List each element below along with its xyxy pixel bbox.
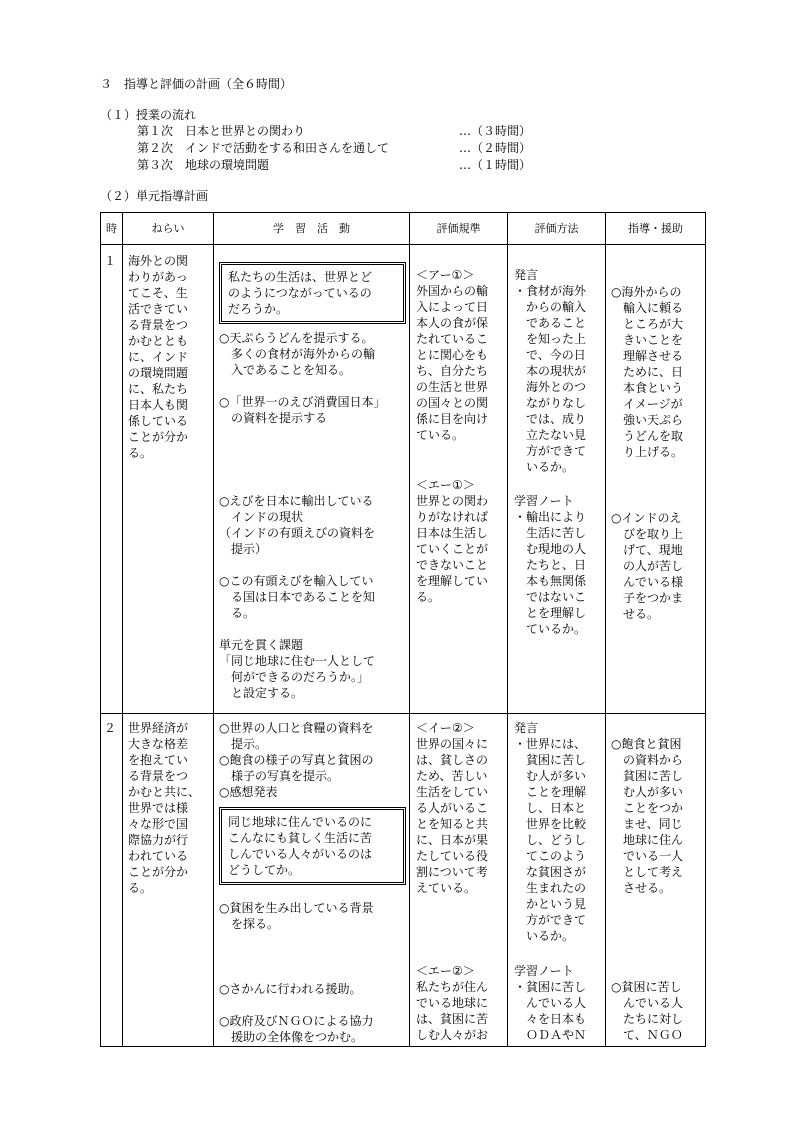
header-activity: 学 習 活 動	[214, 213, 410, 245]
header-support: 指導・援助	[606, 213, 706, 245]
criteria-cell	[410, 714, 508, 1047]
section-title: ３ 指導と評価の計画（全６時間）	[100, 77, 293, 91]
aim-cell	[123, 714, 214, 1047]
header-method: 評価方法	[508, 213, 606, 245]
flow-heading: （１）授業の流れ	[100, 108, 197, 122]
criteria-cell	[410, 245, 508, 714]
support-cell	[606, 245, 706, 714]
method-cell	[508, 714, 606, 1047]
activity-cell	[214, 714, 410, 1047]
flow-row-duration: …（２時間）	[459, 141, 532, 155]
header-hour: 時	[101, 213, 123, 245]
method-cell	[508, 245, 606, 714]
activity-text: ○貧困を生み出している背景 を探る。	[219, 901, 374, 931]
flow-row-label: 第２次 インドで活動をする和田さんを通して	[137, 141, 390, 155]
method-text: 発言 ・食材が海外 からの輸入 であること を知った上 で、今の日 本の現状が 海外とのつ ながりなし では、成り 立たない見 方ができて いるか。	[514, 268, 587, 474]
hour-cell	[101, 245, 123, 714]
method-text: 学習ノート ・貧困に苦し んでいる人 々を日本も ＯＤＡやＮ	[514, 964, 587, 1042]
flow-row-duration: …（１時間）	[459, 158, 532, 172]
support-text: ○飽食と貧困 の資料から 貧困に苦し む人が多い ことをつか ませ、同じ 地球に住ん でいる一人 として考え させる。	[611, 737, 684, 895]
flow-row-label: 第３次 地球の環境問題	[137, 158, 270, 172]
criteria-text: ＜アー①＞ 外国からの輸 入によって日 本人の食が保 たれているこ とに関心をも ち、自分たち の生活と世界 の国々との関 係に目を向け ている。	[416, 268, 489, 442]
criteria-text: ＜イー②＞ 世界の国々に は、貧しさの ため、苦しい 生活をしてい る人がいるこ とを知ると共 に、日本が果 たしている役 割について考 えている。	[416, 721, 489, 895]
question-box: 同じ地球に住んでいるのに こんなにも貧しく生活に苦 しんでいる人々がいるのは どうしてか。	[219, 807, 406, 885]
table-row	[101, 714, 706, 1047]
activity-text: ○さかんに行われる援助。 ○政府及びＮＧＯによる協力 援助の全体像をつかむ。	[219, 982, 374, 1044]
criteria-text: ＜エー②＞ 私たちが住ん でいる地球に は、貧困に苦 しむ人々がお	[416, 964, 489, 1042]
activity-cell	[214, 245, 410, 714]
activity-text: ○世界の人口と食糧の資料を 提示。 ○飽食の様子の写真と貧困の 様子の写真を提示。 ○感想発表	[219, 721, 374, 799]
header-aim: ねらい	[123, 213, 214, 245]
flow-row-label: 第１次 日本と世界との関わり	[137, 124, 306, 138]
flow-row-duration: …（３時間）	[459, 124, 532, 138]
activity-text: ○天ぷらうどんを提示する。 多くの食材が海外からの輸 入であることを知る。 ○「世界一のえび消費国日本」 の資料を提示する	[219, 331, 386, 425]
question-box: 私たちの生活は、世界とど のようにつながっているの だろうか。	[219, 262, 406, 324]
unit-plan-heading: （２）単元指導計画	[100, 189, 209, 203]
method-text: 学習ノート ・輸出により 生活に苦し む現地の人 たちと、日 本も無関係 ではないこ とを理解し ているか。	[514, 494, 587, 636]
hour-number: ２	[104, 721, 117, 735]
table-row	[101, 245, 706, 714]
support-text: ○貧困に苦し んでいる人 たちに対し て、ＮＧＯ	[611, 980, 684, 1042]
support-text: ○海外からの 輸入に頼る ところが大 きいことを 理解させる ために、日 本食という イメージが 強い天ぷら うどんを取 り上げる。	[611, 285, 684, 459]
hour-number: １	[104, 254, 117, 268]
header-criteria: 評価規準	[410, 213, 508, 245]
hour-cell	[101, 714, 123, 1047]
aim-text: 世界経済が 大きな格差 を抱えてい る背景をつ かむと共に、 世界では様 々な形で国 際協力が行 われている ことが分か る。	[128, 721, 201, 895]
support-text: ○インドのえ びを取り上 げて、現地 の人が苦し んでいる様 子をつかま せる。	[611, 511, 684, 621]
method-text: 発言 ・世界には、 貧困に苦し む人が多い ことを理解 し、日本と 世界を比較 し、どうし てこのよう な貧困さが 生まれたの かという見 方ができて いるか。	[514, 721, 587, 943]
aim-text: 海外との関 わりがあっ てこそ、生 活できてい る背景をつ かむとともに、インド の環境問題 に、私たち 日本人も関 係している ことが分か る。	[128, 254, 189, 460]
activity-text: ○えびを日本に輸出している インドの現状 （インドの有頭えびの資料を 提示） ○この有頭えびを輸入してい る国は日本であることを知 る。 単元を貫く課題 「同じ地球に住む一人として 何ができるのだろうか。」 と設定する。	[219, 494, 376, 700]
unit-plan-table	[100, 212, 706, 1047]
support-cell	[606, 714, 706, 1047]
criteria-text: ＜エー①＞ 世界との関わ りがなければ 日本は生活し ていくことが できないこと を理解してい る。	[416, 478, 489, 604]
table-header-row	[101, 213, 706, 245]
aim-cell	[123, 245, 214, 714]
